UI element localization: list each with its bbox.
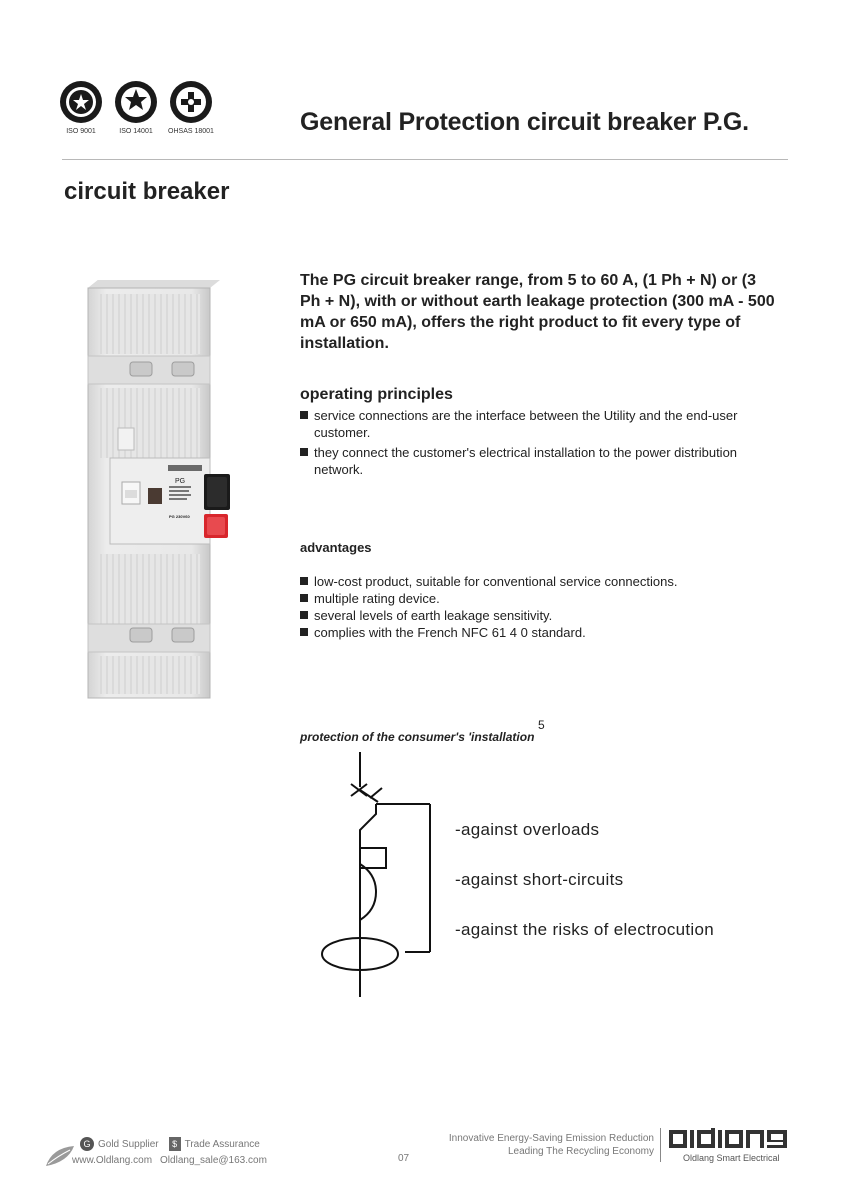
protection-superscript: 5 (538, 718, 545, 732)
iso14001-cert (111, 80, 161, 135)
iso14001-seal-icon (114, 80, 158, 124)
product-image (80, 278, 240, 708)
gold-supplier-icon: G (80, 1137, 94, 1151)
advantages-list (300, 573, 770, 641)
ohsas18001-cert (166, 80, 216, 135)
ohsas18001-seal-icon (169, 80, 213, 124)
iso9001-label: ISO 9001 (66, 128, 96, 135)
website-link[interactable]: www.Oldlang.com (72, 1154, 153, 1166)
bullet-square-icon (300, 594, 308, 602)
bullet-square-icon (300, 411, 308, 419)
circuit-diagram (310, 752, 440, 1007)
footer-slogan (400, 1132, 654, 1158)
iso14001-label: ISO 14001 (119, 128, 153, 135)
protection-item: -against the risks of electrocution (455, 920, 715, 939)
trade-assurance-label: Trade Assurance (184, 1138, 260, 1150)
iso9001-seal-icon (59, 80, 103, 124)
trade-assurance-icon: $ (169, 1137, 181, 1151)
intro-text: The PG circuit breaker range, from 5 to 60 A, (1 Ph + N) or (3 Ph + N), with or without earth leakage protection (300 mA - 500 mA or 650 mA), offers the right product to fit every type of installation. (300, 272, 775, 352)
slogan-line-1: Innovative Energy-Saving Emission Reduction (448, 1133, 654, 1144)
device-label-name: PG (175, 478, 186, 485)
footer-divider (660, 1128, 661, 1162)
protection-item: -against overloads (455, 820, 600, 839)
operating-principles-heading: operating principles (300, 386, 453, 403)
list-item: multiple rating device. (300, 590, 770, 607)
list-item: service connections are the interface between the Utility and the end-user customer. (300, 407, 770, 441)
page-number: 07 (398, 1153, 410, 1164)
device-label-model: PG 230V60 (169, 514, 190, 519)
iso9001-cert (56, 80, 106, 135)
list-item: they connect the customer's electrical installation to the power distribution network. (300, 444, 770, 478)
protection-caption: protection of the consumer's 'installation (300, 730, 535, 744)
operating-principles-list (300, 407, 770, 481)
gold-supplier-label: Gold Supplier (98, 1138, 159, 1150)
header-divider (62, 159, 788, 160)
advantages-heading: advantages (300, 540, 372, 555)
bullet-square-icon (300, 448, 308, 456)
list-item: low-cost product, suitable for conventional service connections. (300, 573, 770, 590)
email-link[interactable]: Oldlang_sale@163.com (160, 1154, 267, 1166)
bullet-square-icon (300, 611, 308, 619)
ohsas18001-label: OHSAS 18001 (168, 128, 214, 135)
page-header-title: General Protection circuit breaker P.G. (300, 108, 749, 136)
slogan-line-2: Leading The Recycling Economy (507, 1146, 654, 1157)
list-item: complies with the French NFC 61 4 0 standard. (300, 624, 770, 641)
footer-contact (72, 1136, 267, 1168)
brand-subtitle: Oldlang Smart Electrical (683, 1153, 780, 1163)
bullet-square-icon (300, 577, 308, 585)
brand-logo (668, 1128, 790, 1155)
protection-item: -against short-circuits (455, 870, 624, 889)
list-item: several levels of earth leakage sensitivity. (300, 607, 770, 624)
bullet-square-icon (300, 628, 308, 636)
section-title: circuit breaker (64, 178, 230, 205)
